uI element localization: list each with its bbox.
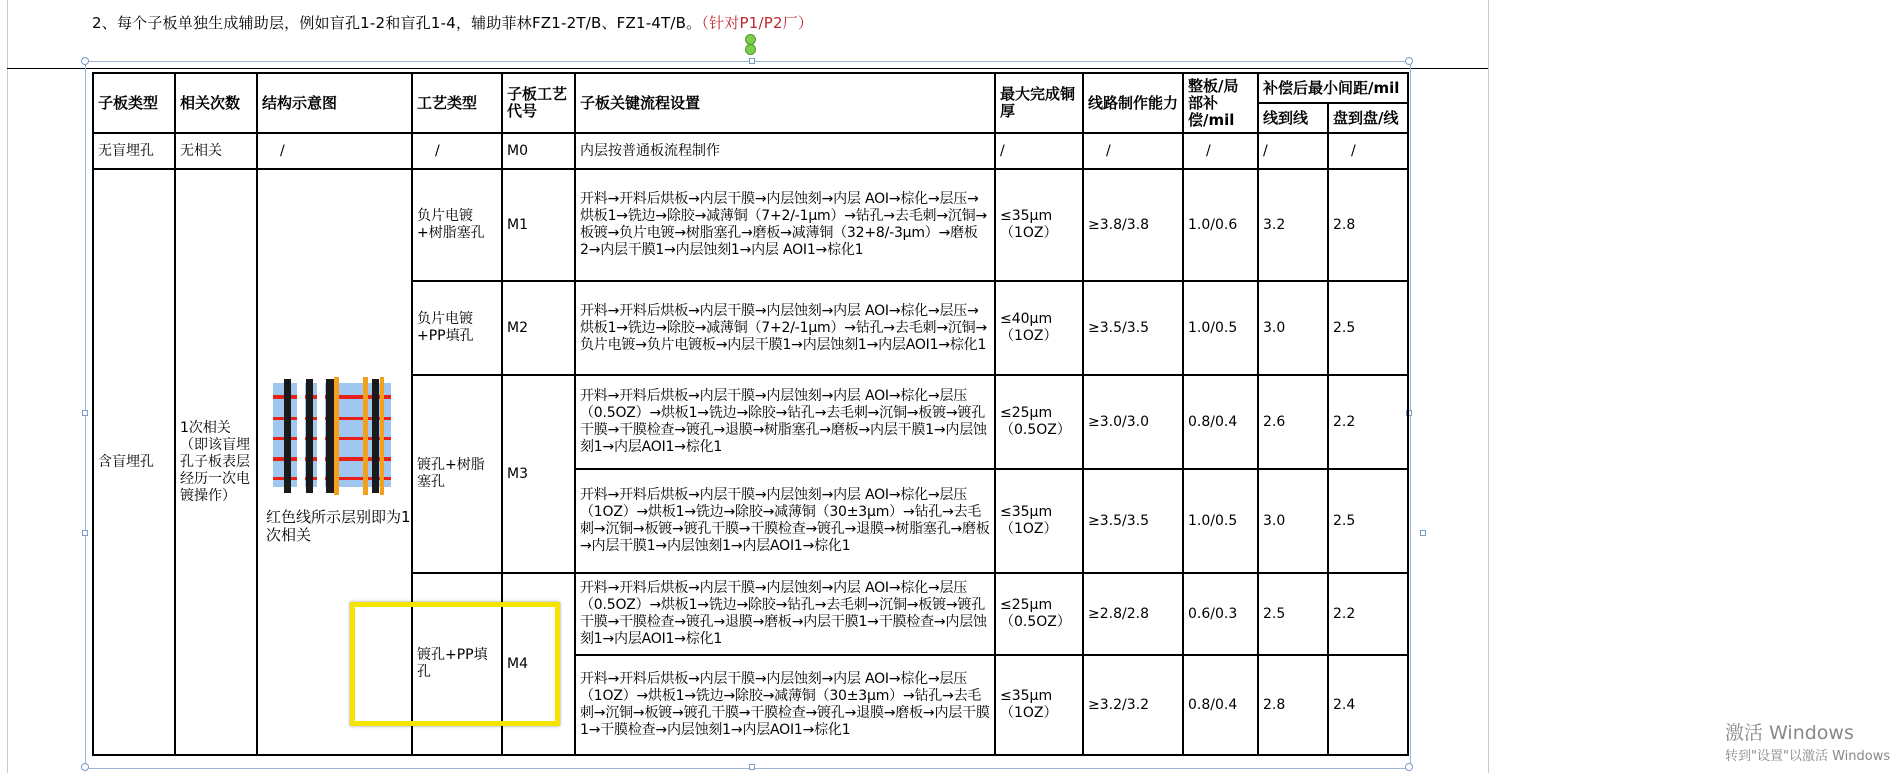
cell-line-cap: / [1083, 133, 1183, 169]
resize-handle-bottom-left[interactable] [81, 763, 89, 771]
table-row [93, 133, 1408, 169]
header-pad-to-pad: 盘到盘/线 [1328, 103, 1408, 133]
cell-line-cap: ≥3.5/3.5 [1083, 281, 1183, 375]
cell-pp: 2.5 [1328, 281, 1408, 375]
cell-max-cu: ≤25μm（0.5OZ） [995, 375, 1083, 469]
cell-max-cu: ≤25μm（0.5OZ） [995, 573, 1083, 655]
resize-handle-top[interactable] [749, 58, 755, 64]
cell-ll: / [1258, 133, 1328, 169]
yellow-highlight-box[interactable] [350, 602, 560, 726]
resize-handle-left[interactable] [82, 410, 88, 416]
cell-comp: 1.0/0.6 [1183, 169, 1258, 281]
cell-ll: 3.2 [1258, 169, 1328, 281]
resize-handle-top-left[interactable] [81, 57, 89, 65]
rotate-handle-stem[interactable] [745, 44, 756, 55]
cell-line-cap: ≥3.5/3.5 [1083, 469, 1183, 573]
cell-type: 无盲埋孔 [93, 133, 175, 169]
cell-process: / [412, 133, 502, 169]
note-text [92, 12, 813, 33]
header-process: 工艺类型 [412, 73, 502, 133]
header-flow: 子板关键流程设置 [575, 73, 995, 133]
cell-pp: 2.8 [1328, 169, 1408, 281]
diagram-caption: 红色线所示层别即为1次相关 [266, 508, 411, 544]
cell-pp: / [1328, 133, 1408, 169]
cell-line-cap: ≥3.2/3.2 [1083, 655, 1183, 755]
cell-pp: 2.5 [1328, 469, 1408, 573]
cell-code: M3 [502, 375, 575, 573]
cell-max-cu: ≤40μm（1OZ） [995, 281, 1083, 375]
cell-comp: 0.8/0.4 [1183, 375, 1258, 469]
cell-pp: 2.4 [1328, 655, 1408, 755]
cell-comp: 1.0/0.5 [1183, 469, 1258, 573]
resize-handle-outer-right[interactable] [1420, 530, 1426, 536]
cell-comp: 1.0/0.5 [1183, 281, 1258, 375]
cell-ll: 2.6 [1258, 375, 1328, 469]
cell-ll: 2.8 [1258, 655, 1328, 755]
cell-pp: 2.2 [1328, 573, 1408, 655]
cell-process: 镀孔+树脂塞孔 [412, 375, 502, 573]
cell-comp: / [1183, 133, 1258, 169]
cell-max-cu: ≤35μm（1OZ） [995, 469, 1083, 573]
note-highlight: （针对P1/P2厂） [701, 14, 814, 32]
cell-comp: 0.6/0.3 [1183, 573, 1258, 655]
note-body: 2、每个子板单独生成辅助层，例如盲孔1-2和盲孔1-4，辅助菲林FZ1-2T/B、FZ1-4T/B。 [92, 14, 702, 32]
cell-line-cap: ≥3.0/3.0 [1083, 375, 1183, 469]
cell-line-cap: ≥3.8/3.8 [1083, 169, 1183, 281]
cell-code: M2 [502, 281, 575, 375]
header-comp: 整板/局部补偿/mil [1183, 73, 1258, 133]
resize-handle-bottom[interactable] [749, 764, 755, 770]
cell-related: 无相关 [175, 133, 257, 169]
cell-ll: 3.0 [1258, 469, 1328, 573]
header-related: 相关次数 [175, 73, 257, 133]
resize-handle-outer-left[interactable] [82, 530, 88, 536]
header-type: 子板类型 [93, 73, 175, 133]
header-line-to-line: 线到线 [1258, 103, 1328, 133]
header-line-cap: 线路制作能力 [1083, 73, 1183, 133]
cell-max-cu: / [995, 133, 1083, 169]
page-edge [7, 0, 8, 773]
resize-handle-top-right[interactable] [1405, 57, 1413, 65]
activation-watermark-title: 激活 Windows [1725, 722, 1854, 744]
cell-pp: 2.2 [1328, 375, 1408, 469]
header-code: 子板工艺代号 [502, 73, 575, 133]
activation-watermark-subtitle: 转到"设置"以激活 Windows [1725, 749, 1891, 764]
cell-flow: 开料→开料后烘板→内层干膜→内层蚀刻→内层 AOI→棕化→层压（1OZ）→烘板1→铣边→除胶→减薄铜（30±3μm）→钻孔→去毛刺→沉铜→板镀→镀孔干膜→干膜检查→镀孔→退膜→磨板→内层干膜1→干膜检查→内层蚀刻1→内层AOI1→棕化1 [575, 655, 995, 755]
cell-type-group: 含盲埋孔 [93, 169, 175, 755]
page-margin-area [1488, 0, 1901, 773]
cell-flow: 开料→开料后烘板→内层干膜→内层蚀刻→内层 AOI→棕化→层压（1OZ）→烘板1→铣边→除胶→减薄铜（30±3μm）→钻孔→去毛刺→沉铜→板镀→镀孔干膜→干膜检查→镀孔→退膜→树脂塞孔→磨板→内层干膜1→内层蚀刻1→内层AOI1→棕化1 [575, 469, 995, 573]
cell-flow: 开料→开料后烘板→内层干膜→内层蚀刻→内层 AOI→棕化→层压→烘板1→铣边→除胶→减薄铜（7+2/-1μm）→钻孔→去毛刺→沉铜→板镀→负片电镀→树脂塞孔→磨板→减薄铜（32+8/-3μm）→磨板2→内层干膜1→内层蚀刻1→内层 AOI1→棕化1 [575, 169, 995, 281]
table-row [93, 169, 1408, 281]
cell-related-group: 1次相关（即该盲埋孔子板表层经历一次电镀操作） [175, 169, 257, 755]
cell-flow: 开料→开料后烘板→内层干膜→内层蚀刻→内层 AOI→棕化→层压→烘板1→铣边→除胶→减薄铜（7+2/-1μm）→钻孔→去毛刺→沉铜→负片电镀→负片电镀板→内层干膜1→内层蚀刻1→内层AOI1→棕化1 [575, 281, 995, 375]
header-min-space: 补偿后最小间距/mil [1258, 73, 1408, 103]
cell-max-cu: ≤35μm（1OZ） [995, 169, 1083, 281]
resize-handle-bottom-right[interactable] [1405, 763, 1413, 771]
stackup-diagram [270, 377, 395, 497]
cell-flow: 内层按普通板流程制作 [575, 133, 995, 169]
cell-code: M4 [502, 573, 575, 755]
cell-max-cu: ≤35μm（1OZ） [995, 655, 1083, 755]
header-max-cu: 最大完成铜厚 [995, 73, 1083, 133]
cell-line-cap: ≥2.8/2.8 [1083, 573, 1183, 655]
cell-flow: 开料→开料后烘板→内层干膜→内层蚀刻→内层 AOI→棕化→层压（0.5OZ）→烘板1→铣边→除胶→钻孔→去毛刺→沉铜→板镀→镀孔干膜→干膜检查→镀孔→退膜→磨板→内层干膜1→干膜检查→内层蚀刻1→内层AOI1→棕化1 [575, 573, 995, 655]
cell-process: 负片电镀+树脂塞孔 [412, 169, 502, 281]
process-spec-table [92, 72, 1409, 756]
cell-process: 负片电镀+PP填孔 [412, 281, 502, 375]
cell-ll: 3.0 [1258, 281, 1328, 375]
header-structure: 结构示意图 [257, 73, 412, 133]
cell-code: M1 [502, 169, 575, 281]
cell-comp: 0.8/0.4 [1183, 655, 1258, 755]
cell-process: 镀孔+PP填孔 [412, 573, 502, 755]
cell-ll: 2.5 [1258, 573, 1328, 655]
cell-structure: / [257, 133, 412, 169]
cell-code: M0 [502, 133, 575, 169]
cell-flow: 开料→开料后烘板→内层干膜→内层蚀刻→内层 AOI→棕化→层压（0.5OZ）→烘板1→铣边→除胶→钻孔→去毛刺→沉铜→板镀→镀孔干膜→干膜检查→镀孔→退膜→树脂塞孔→磨板→内层干膜1→内层蚀刻1→内层AOI1→棕化1 [575, 375, 995, 469]
